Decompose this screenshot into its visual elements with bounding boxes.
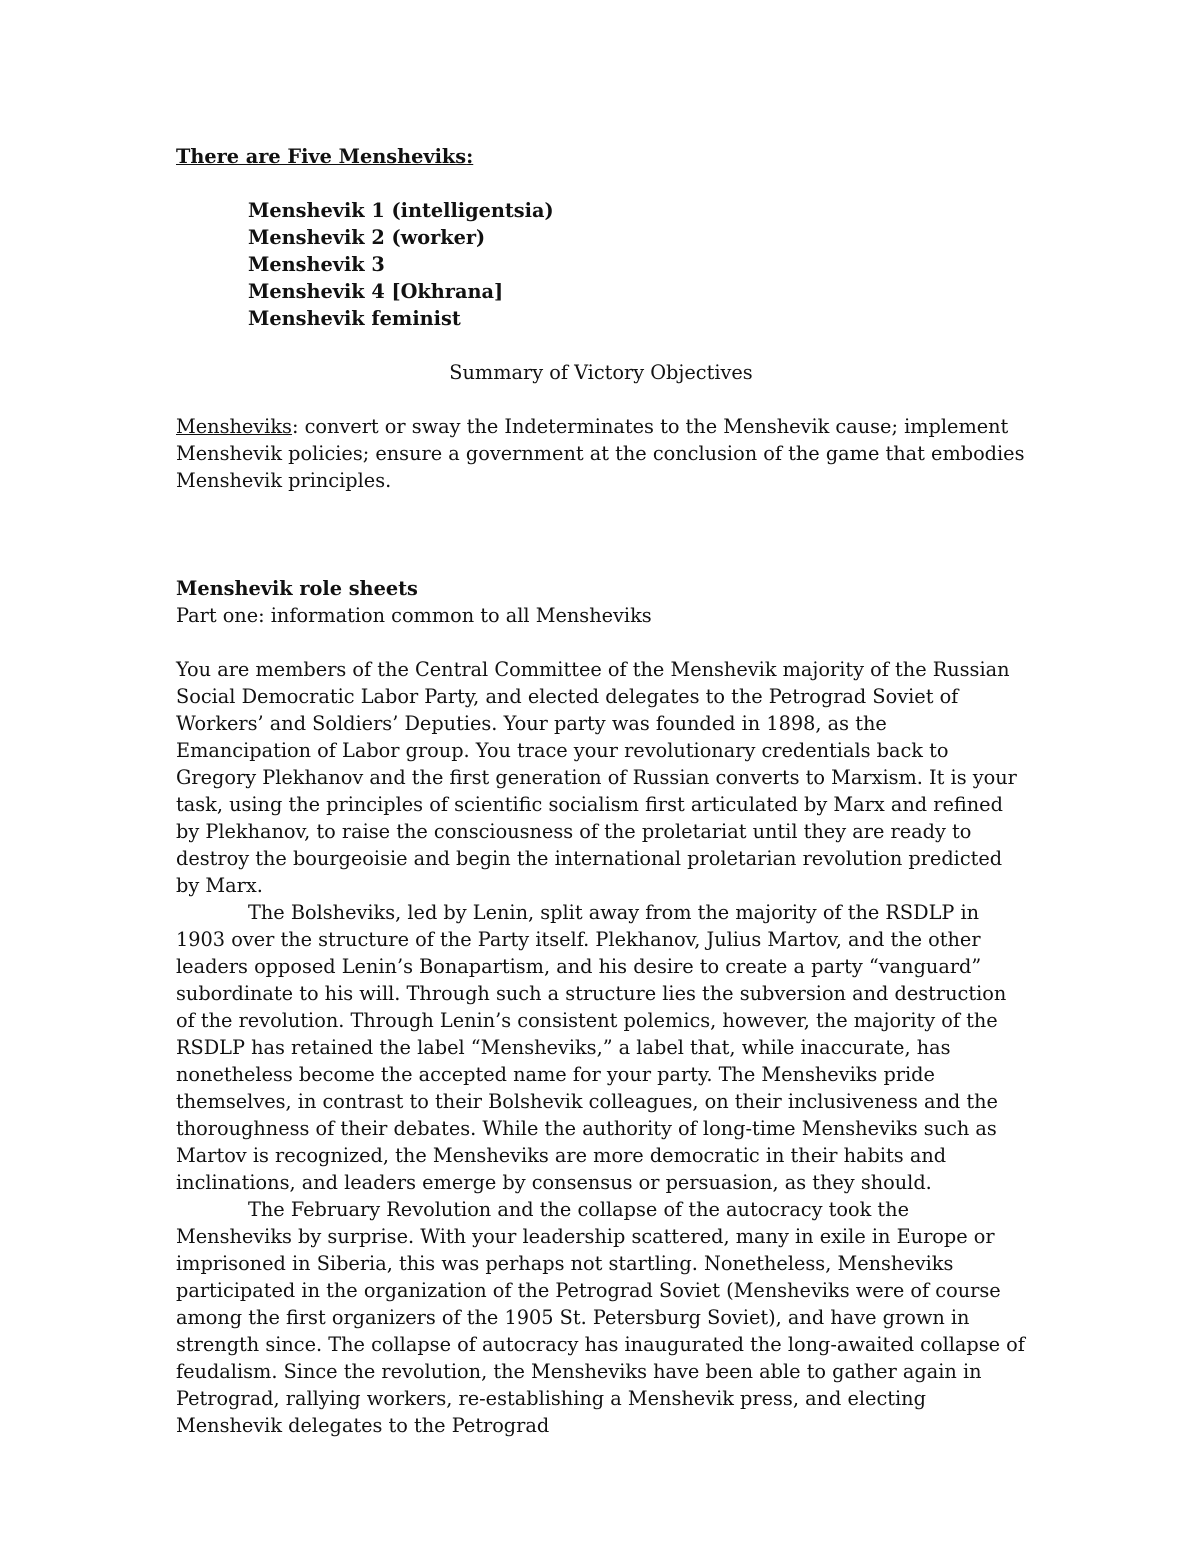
summary-title: Summary of Victory Objectives xyxy=(449,361,753,384)
body-paragraph: The February Revolution and the collapse of the autocracy took the Mensheviks by surprise. With your leadership scattered, many in exile in Europe or imprisoned in Siberia, this was perhaps not startling. Nonetheless, Mensheviks participated in the organization of the Petrograd Soviet (Mensheviks were of course among the first organizers of the 1905 St. Petersburg Soviet), and have grown in strength since. The collapse of autocracy has inaugurated the long-awaited collapse of feudalism. Since the revolution, the Mensheviks have been able to gather again in Petrograd, rallying workers, re-establishing a Menshevik press, and electing Menshevik delegates to the Petrograd xyxy=(176,1198,1025,1437)
section-title: Menshevik role sheets xyxy=(176,577,418,600)
objectives-label: Mensheviks xyxy=(176,415,292,438)
role-item: Menshevik 4 [Okhrana] xyxy=(248,280,504,303)
role-item: Menshevik 2 (worker) xyxy=(248,226,486,249)
section-subtitle: Part one: information common to all Mensheviks xyxy=(176,604,652,627)
heading-colon: : xyxy=(466,145,474,168)
body-paragraph: You are members of the Central Committee of the Menshevik majority of the Russian Social Democratic Labor Party, and elected delegates to the Petrograd Soviet of Workers’ and Soldiers’ Deputies. Your party was founded in 1898, as the Emancipation of Labor group. You trace your revolutionary credentials back to Gregory Plekhanov and the first generation of Russian converts to Marxism. It is your task, using the principles of scientific socialism first articulated by Marx and refined by Plekhanov, to raise the consciousness of the proletariat until they are ready to destroy the bourgeoisie and begin the international proletarian revolution predicted by Marx. xyxy=(176,658,1017,897)
objectives-text: : convert or sway the Indeterminates to the Menshevik cause; implement Menshevik policies; ensure a government at the conclusion of the game that embodies Menshevik principles. xyxy=(176,415,1025,492)
heading-text: There are Five Mensheviks xyxy=(176,145,467,168)
document-content xyxy=(176,143,1026,1439)
objectives-paragraph xyxy=(176,413,1026,494)
role-item: Menshevik 3 xyxy=(248,253,385,276)
role-list xyxy=(248,197,1026,332)
body-paragraph: The Bolsheviks, led by Lenin, split away from the majority of the RSDLP in 1903 over the structure of the Party itself. Plekhanov, Julius Martov, and the other leaders opposed Lenin’s Bonapartism, and his desire to create a party “vanguard” subordinate to his will. Through such a structure lies the subversion and destruction of the revolution. Through Lenin’s consistent polemics, however, the majority of the RSDLP has retained the label “Mensheviks,” a label that, while inaccurate, has nonetheless become the accepted name for your party. The Mensheviks pride themselves, in contrast to their Bolshevik colleagues, on their inclusiveness and the thoroughness of their debates. While the authority of long-time Mensheviks such as Martov is recognized, the Mensheviks are more democratic in their habits and inclinations, and leaders emerge by consensus or persuasion, as they should. xyxy=(176,901,1007,1194)
role-item: Menshevik feminist xyxy=(248,307,461,330)
role-item: Menshevik 1 (intelligentsia) xyxy=(248,199,554,222)
document-heading xyxy=(176,143,1026,170)
